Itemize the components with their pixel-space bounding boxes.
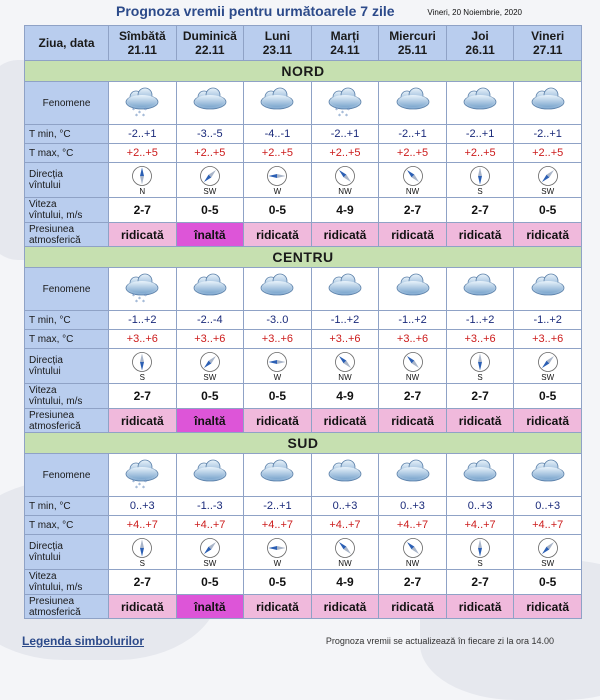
tmin-cell: -1..-3 bbox=[176, 497, 244, 516]
wind-direction-icon bbox=[468, 351, 492, 373]
wind-speed-cell: 0-5 bbox=[244, 570, 312, 595]
cloud-icon bbox=[257, 458, 297, 492]
wind-speed-label: Viteza vîntului, m/s bbox=[25, 384, 109, 409]
tmax-cell: +4..+7 bbox=[379, 516, 447, 535]
pressure-label: Presiunea atmosferică bbox=[25, 409, 109, 433]
tmax-row bbox=[25, 144, 582, 163]
pressure-cell: ridicată bbox=[311, 595, 379, 619]
tmax-cell: +4..+7 bbox=[446, 516, 514, 535]
tmin-cell: 0..+3 bbox=[379, 497, 447, 516]
wind-direction-text: S bbox=[477, 186, 483, 196]
wind-direction-text: SW bbox=[541, 372, 555, 382]
cloud-snow-icon bbox=[122, 86, 162, 120]
wind-direction-icon bbox=[333, 165, 357, 187]
wind-direction-icon bbox=[265, 537, 289, 559]
cloud-icon bbox=[528, 86, 568, 120]
day-header: Miercuri 25.11 bbox=[379, 26, 447, 61]
pressure-cell: ridicată bbox=[379, 595, 447, 619]
tmin-cell: 0..+3 bbox=[109, 497, 177, 516]
wind-direction-cell bbox=[244, 163, 312, 198]
tmax-cell: +2..+5 bbox=[176, 144, 244, 163]
cloud-snow-icon bbox=[122, 458, 162, 492]
region-header-row bbox=[25, 433, 582, 454]
cloud-icon bbox=[528, 458, 568, 492]
symbols-legend-link[interactable]: Legenda simbolurilor bbox=[22, 634, 145, 648]
tmax-cell: +2..+5 bbox=[311, 144, 379, 163]
cloud-icon bbox=[528, 272, 568, 306]
update-note: Prognoza vremii se actualizează în fiecare zi la ora 14.00 bbox=[325, 636, 554, 646]
cloud-snow-icon bbox=[325, 86, 365, 120]
svg-text:*: * bbox=[138, 482, 142, 489]
phenomena-cell bbox=[244, 268, 312, 311]
tmax-cell: +2..+5 bbox=[244, 144, 312, 163]
phenomena-cell bbox=[379, 82, 447, 125]
pressure-label: Presiunea atmosferică bbox=[25, 223, 109, 247]
tmin-row bbox=[25, 125, 582, 144]
phenomena-row bbox=[25, 454, 582, 497]
phenomena-row bbox=[25, 268, 582, 311]
svg-text:*: * bbox=[135, 113, 139, 120]
tmax-cell: +4..+7 bbox=[176, 516, 244, 535]
day-header: Duminică 22.11 bbox=[176, 26, 244, 61]
wind-direction-icon bbox=[401, 165, 425, 187]
wind-direction-text: W bbox=[273, 558, 282, 568]
wind-direction-icon bbox=[333, 351, 357, 373]
wind-direction-cell bbox=[109, 535, 177, 570]
tmin-cell: 0..+3 bbox=[446, 497, 514, 516]
wind-speed-cell: 2-7 bbox=[379, 198, 447, 223]
wind-direction-row bbox=[25, 163, 582, 198]
cloud-icon bbox=[393, 86, 433, 120]
region-name: CENTRU bbox=[25, 247, 582, 268]
tmax-cell: +3..+6 bbox=[109, 330, 177, 349]
wind-direction-cell bbox=[244, 349, 312, 384]
wind-direction-icon bbox=[130, 537, 154, 559]
wind-speed-cell: 2-7 bbox=[109, 384, 177, 409]
pressure-cell: ridicată bbox=[244, 223, 312, 247]
day-date-label: Ziua, data bbox=[25, 26, 109, 61]
wind-direction-cell bbox=[176, 535, 244, 570]
svg-text:*: * bbox=[344, 113, 348, 120]
phenomena-label: Fenomene bbox=[25, 268, 109, 311]
wind-direction-cell bbox=[446, 163, 514, 198]
wind-direction-text: N bbox=[139, 186, 146, 196]
svg-text:*: * bbox=[132, 107, 136, 114]
cloud-icon bbox=[257, 86, 297, 120]
wind-direction-text: NW bbox=[405, 186, 420, 196]
wind-direction-text: W bbox=[273, 186, 282, 196]
region-header-row bbox=[25, 61, 582, 82]
wind-direction-text: S bbox=[477, 372, 483, 382]
wind-direction-icon bbox=[333, 537, 357, 559]
wind-speed-cell: 4-9 bbox=[311, 570, 379, 595]
cloud-icon bbox=[190, 86, 230, 120]
wind-direction-icon bbox=[468, 537, 492, 559]
tmin-cell: -2..+1 bbox=[446, 125, 514, 144]
svg-text:*: * bbox=[337, 113, 341, 120]
wind-speed-row bbox=[25, 198, 582, 223]
wind-direction-text: NW bbox=[338, 372, 352, 382]
wind-direction-text: S bbox=[139, 558, 145, 568]
pressure-cell: ridicată bbox=[244, 595, 312, 619]
cloud-icon bbox=[393, 272, 433, 306]
tmax-cell: +2..+5 bbox=[379, 144, 447, 163]
wind-speed-cell: 0-5 bbox=[176, 570, 244, 595]
tmax-label: T max, °C bbox=[25, 144, 109, 163]
phenomena-row bbox=[25, 82, 582, 125]
wind-direction-icon bbox=[468, 165, 492, 187]
cloud-icon bbox=[325, 458, 365, 492]
wind-direction-cell bbox=[176, 349, 244, 384]
wind-speed-row bbox=[25, 384, 582, 409]
wind-direction-label: Direcția vîntului bbox=[25, 163, 109, 198]
wind-direction-cell bbox=[176, 163, 244, 198]
svg-text:*: * bbox=[346, 107, 350, 114]
svg-text:*: * bbox=[144, 293, 148, 300]
wind-speed-cell: 0-5 bbox=[244, 384, 312, 409]
wind-speed-cell: 2-7 bbox=[446, 198, 514, 223]
phenomena-cell bbox=[109, 454, 177, 497]
wind-direction-text: W bbox=[273, 372, 282, 382]
wind-speed-cell: 2-7 bbox=[109, 570, 177, 595]
tmin-label: T min, °C bbox=[25, 497, 109, 516]
wind-speed-cell: 2-7 bbox=[379, 384, 447, 409]
pressure-cell: ridicată bbox=[446, 409, 514, 433]
phenomena-cell bbox=[244, 454, 312, 497]
wind-speed-cell: 0-5 bbox=[514, 570, 582, 595]
wind-direction-icon bbox=[401, 537, 425, 559]
phenomena-cell bbox=[514, 268, 582, 311]
wind-direction-text: SW bbox=[541, 558, 555, 568]
phenomena-label: Fenomene bbox=[25, 454, 109, 497]
tmin-cell: -1..+2 bbox=[514, 311, 582, 330]
wind-direction-cell bbox=[311, 349, 379, 384]
wind-direction-cell bbox=[311, 535, 379, 570]
wind-direction-icon bbox=[536, 165, 560, 187]
wind-direction-cell bbox=[311, 163, 379, 198]
pressure-cell: ridicată bbox=[514, 409, 582, 433]
tmax-cell: +2..+5 bbox=[514, 144, 582, 163]
phenomena-cell bbox=[311, 82, 379, 125]
pressure-label: Presiunea atmosferică bbox=[25, 595, 109, 619]
wind-speed-cell: 4-9 bbox=[311, 384, 379, 409]
tmax-label: T max, °C bbox=[25, 516, 109, 535]
phenomena-cell bbox=[176, 454, 244, 497]
wind-direction-icon bbox=[130, 351, 154, 373]
tmin-cell: -3..-5 bbox=[176, 125, 244, 144]
phenomena-cell bbox=[311, 454, 379, 497]
wind-speed-label: Viteza vîntului, m/s bbox=[25, 570, 109, 595]
svg-text:*: * bbox=[144, 479, 148, 486]
tmax-cell: +4..+7 bbox=[244, 516, 312, 535]
tmax-cell: +3..+6 bbox=[446, 330, 514, 349]
wind-direction-cell bbox=[109, 163, 177, 198]
wind-direction-label: Direcția vîntului bbox=[25, 349, 109, 384]
pressure-row bbox=[25, 223, 582, 247]
phenomena-cell bbox=[514, 82, 582, 125]
wind-direction-icon bbox=[265, 351, 289, 373]
forecast-table bbox=[24, 25, 582, 619]
wind-speed-cell: 2-7 bbox=[379, 570, 447, 595]
tmin-label: T min, °C bbox=[25, 311, 109, 330]
phenomena-cell bbox=[379, 268, 447, 311]
cloud-icon bbox=[460, 458, 500, 492]
wind-direction-cell bbox=[379, 349, 447, 384]
svg-text:*: * bbox=[340, 110, 344, 117]
wind-direction-icon bbox=[536, 537, 560, 559]
tmin-cell: -3..0 bbox=[244, 311, 312, 330]
wind-speed-cell: 4-9 bbox=[311, 198, 379, 223]
phenomena-label: Fenomene bbox=[25, 82, 109, 125]
wind-direction-cell bbox=[514, 349, 582, 384]
tmax-cell: +3..+6 bbox=[514, 330, 582, 349]
phenomena-cell bbox=[446, 268, 514, 311]
tmin-cell: -2..+1 bbox=[311, 125, 379, 144]
phenomena-cell bbox=[109, 268, 177, 311]
tmin-cell: -2..+1 bbox=[109, 125, 177, 144]
wind-direction-text: NW bbox=[338, 186, 352, 196]
pressure-cell: ridicată bbox=[379, 409, 447, 433]
day-header: Vineri 27.11 bbox=[514, 26, 582, 61]
cloud-icon bbox=[460, 86, 500, 120]
svg-text:*: * bbox=[132, 479, 136, 486]
cloud-icon bbox=[257, 272, 297, 306]
pressure-cell: ridicată bbox=[109, 409, 177, 433]
wind-direction-text: NW bbox=[338, 558, 352, 568]
tmin-cell: -2..+1 bbox=[514, 125, 582, 144]
tmin-cell: -2..+1 bbox=[244, 497, 312, 516]
wind-direction-cell bbox=[446, 349, 514, 384]
wind-direction-text: SW bbox=[203, 558, 217, 568]
day-header: Luni 23.11 bbox=[244, 26, 312, 61]
phenomena-cell bbox=[176, 268, 244, 311]
wind-speed-cell: 0-5 bbox=[514, 384, 582, 409]
tmin-cell: -1..+2 bbox=[446, 311, 514, 330]
svg-text:*: * bbox=[138, 110, 142, 117]
pressure-cell: ridicată bbox=[109, 595, 177, 619]
tmin-cell: -1..+2 bbox=[311, 311, 379, 330]
cloud-icon bbox=[190, 458, 230, 492]
region-name: SUD bbox=[25, 433, 582, 454]
region-name: NORD bbox=[25, 61, 582, 82]
pressure-cell: ridicată bbox=[311, 409, 379, 433]
wind-direction-text: NW bbox=[405, 558, 420, 568]
svg-text:*: * bbox=[144, 107, 148, 114]
tmin-row bbox=[25, 311, 582, 330]
wind-direction-icon bbox=[130, 165, 154, 187]
tmin-cell: -2..-4 bbox=[176, 311, 244, 330]
pressure-cell: ridicată bbox=[379, 223, 447, 247]
pressure-row bbox=[25, 595, 582, 619]
tmax-cell: +3..+6 bbox=[244, 330, 312, 349]
svg-text:*: * bbox=[334, 107, 338, 114]
pressure-cell: ridicată bbox=[446, 595, 514, 619]
phenomena-cell bbox=[176, 82, 244, 125]
wind-speed-cell: 0-5 bbox=[176, 384, 244, 409]
wind-direction-row bbox=[25, 535, 582, 570]
wind-direction-text: SW bbox=[203, 186, 217, 196]
wind-speed-cell: 2-7 bbox=[446, 570, 514, 595]
wind-direction-icon bbox=[536, 351, 560, 373]
wind-direction-cell bbox=[379, 163, 447, 198]
wind-direction-icon bbox=[198, 351, 222, 373]
tmin-cell: 0..+3 bbox=[311, 497, 379, 516]
cloud-icon bbox=[325, 272, 365, 306]
wind-direction-cell bbox=[244, 535, 312, 570]
pressure-cell: ridicată bbox=[311, 223, 379, 247]
tmax-cell: +3..+6 bbox=[311, 330, 379, 349]
pressure-cell: înaltă bbox=[176, 595, 244, 619]
pressure-cell: înaltă bbox=[176, 223, 244, 247]
days-header-row bbox=[25, 26, 582, 61]
tmin-cell: -4..-1 bbox=[244, 125, 312, 144]
wind-direction-icon bbox=[265, 165, 289, 187]
pressure-cell: ridicată bbox=[244, 409, 312, 433]
svg-text:*: * bbox=[142, 485, 146, 492]
svg-text:*: * bbox=[132, 293, 136, 300]
tmax-cell: +4..+7 bbox=[311, 516, 379, 535]
phenomena-cell bbox=[379, 454, 447, 497]
wind-direction-icon bbox=[401, 351, 425, 373]
phenomena-cell bbox=[446, 82, 514, 125]
wind-direction-text: S bbox=[139, 372, 145, 382]
wind-direction-cell bbox=[379, 535, 447, 570]
tmax-row bbox=[25, 516, 582, 535]
wind-direction-cell bbox=[109, 349, 177, 384]
cloud-snow-icon bbox=[122, 272, 162, 306]
wind-speed-cell: 0-5 bbox=[514, 198, 582, 223]
day-header: Sîmbătă 21.11 bbox=[109, 26, 177, 61]
tmin-cell: 0..+3 bbox=[514, 497, 582, 516]
day-header: Marți 24.11 bbox=[311, 26, 379, 61]
svg-text:*: * bbox=[142, 299, 146, 306]
tmax-cell: +3..+6 bbox=[176, 330, 244, 349]
wind-direction-cell bbox=[514, 535, 582, 570]
wind-direction-text: NW bbox=[405, 372, 420, 382]
tmax-label: T max, °C bbox=[25, 330, 109, 349]
day-header: Joi 26.11 bbox=[446, 26, 514, 61]
phenomena-cell bbox=[311, 268, 379, 311]
tmin-row bbox=[25, 497, 582, 516]
wind-direction-text: S bbox=[477, 558, 483, 568]
tmax-row bbox=[25, 330, 582, 349]
pressure-cell: ridicată bbox=[446, 223, 514, 247]
wind-speed-label: Viteza vîntului, m/s bbox=[25, 198, 109, 223]
phenomena-cell bbox=[244, 82, 312, 125]
pressure-cell: ridicată bbox=[514, 223, 582, 247]
cloud-icon bbox=[393, 458, 433, 492]
forecast-date: Vineri, 20 Noiembrie, 2020 bbox=[427, 8, 522, 17]
wind-direction-icon bbox=[198, 537, 222, 559]
pressure-cell: ridicată bbox=[109, 223, 177, 247]
tmax-cell: +2..+5 bbox=[446, 144, 514, 163]
wind-direction-text: SW bbox=[203, 372, 217, 382]
pressure-cell: ridicată bbox=[514, 595, 582, 619]
wind-speed-cell: 2-7 bbox=[109, 198, 177, 223]
wind-speed-cell: 0-5 bbox=[176, 198, 244, 223]
wind-direction-text: SW bbox=[541, 186, 555, 196]
svg-text:*: * bbox=[138, 296, 142, 303]
wind-direction-cell bbox=[446, 535, 514, 570]
wind-speed-cell: 0-5 bbox=[244, 198, 312, 223]
cloud-icon bbox=[460, 272, 500, 306]
tmin-label: T min, °C bbox=[25, 125, 109, 144]
wind-speed-cell: 2-7 bbox=[446, 384, 514, 409]
wind-direction-label: Direcția vîntului bbox=[25, 535, 109, 570]
svg-text:*: * bbox=[135, 299, 139, 306]
svg-text:*: * bbox=[142, 113, 146, 120]
wind-direction-cell bbox=[514, 163, 582, 198]
tmax-cell: +3..+6 bbox=[379, 330, 447, 349]
tmax-cell: +4..+7 bbox=[514, 516, 582, 535]
wind-direction-icon bbox=[198, 165, 222, 187]
phenomena-cell bbox=[109, 82, 177, 125]
wind-direction-row bbox=[25, 349, 582, 384]
tmax-cell: +4..+7 bbox=[109, 516, 177, 535]
pressure-row bbox=[25, 409, 582, 433]
wind-speed-row bbox=[25, 570, 582, 595]
region-header-row bbox=[25, 247, 582, 268]
page-title: Prognoza vremii pentru următoarele 7 zile bbox=[116, 3, 395, 19]
pressure-cell: înaltă bbox=[176, 409, 244, 433]
tmin-cell: -1..+2 bbox=[109, 311, 177, 330]
phenomena-cell bbox=[446, 454, 514, 497]
tmax-cell: +2..+5 bbox=[109, 144, 177, 163]
tmin-cell: -1..+2 bbox=[379, 311, 447, 330]
cloud-icon bbox=[190, 272, 230, 306]
phenomena-cell bbox=[514, 454, 582, 497]
tmin-cell: -2..+1 bbox=[379, 125, 447, 144]
svg-text:*: * bbox=[135, 485, 139, 492]
